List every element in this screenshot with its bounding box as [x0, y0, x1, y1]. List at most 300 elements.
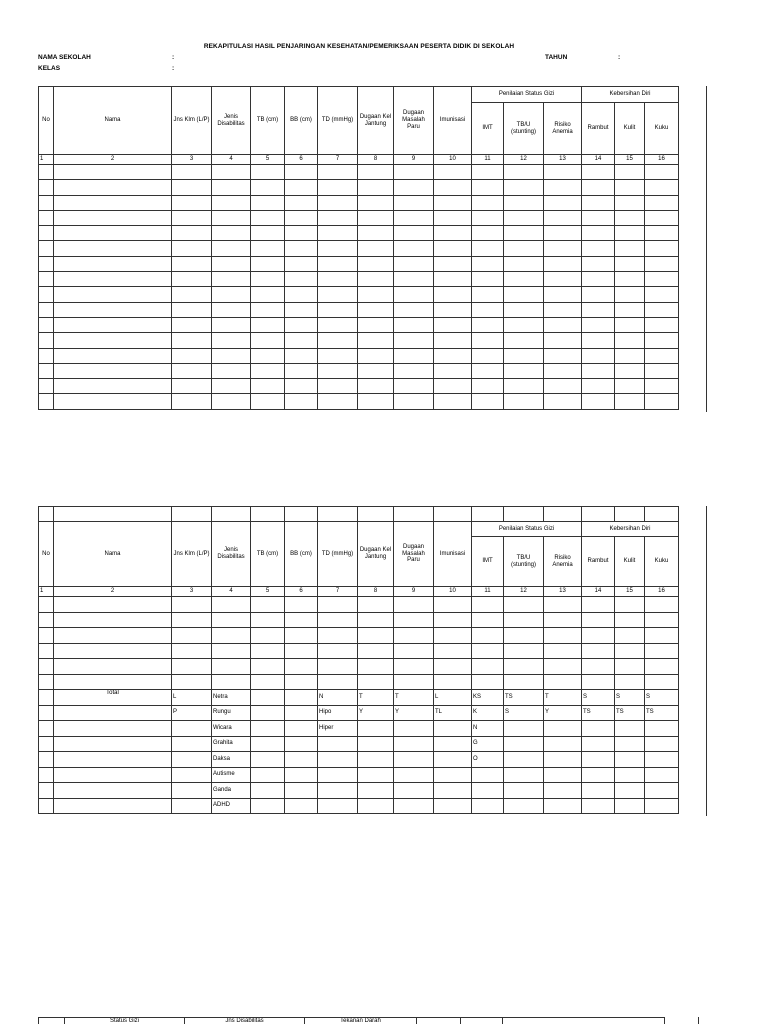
summary-cell: N	[318, 690, 358, 706]
summary-cell	[172, 736, 212, 752]
summary-cell: TL	[434, 705, 472, 721]
empty-cell	[39, 736, 54, 752]
empty-cell	[394, 226, 434, 241]
table-row	[39, 394, 679, 409]
summary-cell: S	[582, 690, 615, 706]
empty-cell	[394, 612, 434, 628]
summary-row	[39, 767, 679, 783]
empty-cell	[39, 767, 54, 783]
empty-cell	[394, 287, 434, 302]
empty-cell	[434, 507, 472, 522]
empty-cell	[582, 659, 615, 675]
empty-cell	[251, 226, 285, 241]
empty-cell	[39, 690, 54, 706]
summary-cell: Y	[394, 705, 434, 721]
empty-cell	[394, 379, 434, 394]
empty-cell	[172, 507, 212, 522]
empty-cell	[645, 628, 679, 644]
empty-cell	[582, 348, 615, 363]
empty-cell	[54, 180, 172, 195]
column-number: 1	[39, 587, 54, 597]
footer-header-row	[39, 1018, 665, 1024]
summary-cell	[645, 721, 679, 737]
school-name-label: NAMA SEKOLAH	[38, 54, 91, 61]
empty-cell	[54, 272, 172, 287]
empty-cell	[39, 256, 54, 271]
empty-cell	[172, 317, 212, 332]
summary-cell	[645, 783, 679, 799]
summary-cell	[434, 783, 472, 799]
empty-cell	[394, 272, 434, 287]
empty-cell	[472, 302, 504, 317]
empty-cell	[615, 241, 645, 256]
summary-cell: T	[544, 690, 582, 706]
footer-jns-disabilitas: Jns Disabilitas	[185, 1018, 305, 1024]
empty-cell	[645, 195, 679, 210]
footer-blank-cell	[417, 1018, 461, 1024]
empty-cell	[544, 317, 582, 332]
empty-cell	[472, 394, 504, 409]
empty-cell	[172, 394, 212, 409]
header-bb: BB (cm)	[285, 522, 318, 587]
empty-cell	[544, 507, 582, 522]
empty-cell	[615, 612, 645, 628]
empty-cell	[172, 348, 212, 363]
empty-cell	[285, 317, 318, 332]
empty-cell	[434, 165, 472, 180]
empty-cell	[544, 659, 582, 675]
empty-cell	[472, 612, 504, 628]
column-number: 16	[645, 155, 679, 165]
summary-cell: T	[394, 690, 434, 706]
empty-cell	[285, 348, 318, 363]
empty-cell	[54, 612, 172, 628]
empty-cell	[472, 256, 504, 271]
column-number: 11	[472, 155, 504, 165]
empty-cell	[504, 394, 544, 409]
empty-cell	[544, 195, 582, 210]
summary-row	[39, 736, 679, 752]
empty-cell	[285, 783, 318, 799]
table-row	[39, 195, 679, 210]
empty-cell	[39, 659, 54, 675]
empty-cell	[212, 180, 251, 195]
empty-cell	[645, 612, 679, 628]
summary-cell: TS	[582, 705, 615, 721]
empty-cell	[285, 659, 318, 675]
empty-cell	[39, 180, 54, 195]
header-td: TD (mmHg)	[318, 522, 358, 587]
empty-cell	[172, 226, 212, 241]
empty-cell	[212, 165, 251, 180]
column-number: 6	[285, 587, 318, 597]
empty-cell	[212, 507, 251, 522]
summary-cell	[544, 736, 582, 752]
empty-cell	[544, 272, 582, 287]
empty-cell	[615, 507, 645, 522]
empty-cell	[544, 241, 582, 256]
summary-cell	[645, 752, 679, 768]
class-colon: :	[172, 65, 175, 72]
summary-cell	[615, 752, 645, 768]
empty-cell	[172, 659, 212, 675]
empty-cell	[39, 165, 54, 180]
year-colon: :	[618, 54, 621, 61]
empty-cell	[285, 507, 318, 522]
column-number: 1	[39, 155, 54, 165]
column-number: 10	[434, 155, 472, 165]
empty-cell	[251, 317, 285, 332]
empty-cell	[285, 612, 318, 628]
empty-cell	[212, 643, 251, 659]
empty-cell	[318, 272, 358, 287]
summary-cell: ADHD	[212, 798, 251, 814]
empty-cell	[358, 394, 394, 409]
empty-cell	[582, 180, 615, 195]
column-number: 7	[318, 155, 358, 165]
column-number: 11	[472, 587, 504, 597]
empty-cell	[544, 674, 582, 690]
empty-cell	[285, 643, 318, 659]
header-kebersihan-diri: Kebersihan Diri	[582, 522, 679, 537]
empty-cell	[318, 333, 358, 348]
empty-cell	[285, 690, 318, 706]
empty-cell	[54, 721, 172, 737]
summary-cell	[582, 721, 615, 737]
empty-cell	[472, 659, 504, 675]
empty-cell	[544, 287, 582, 302]
empty-cell	[318, 287, 358, 302]
table-row	[39, 287, 679, 302]
empty-cell	[212, 674, 251, 690]
empty-cell	[172, 674, 212, 690]
empty-cell	[54, 210, 172, 225]
empty-cell	[645, 287, 679, 302]
empty-cell	[39, 721, 54, 737]
empty-cell	[544, 256, 582, 271]
empty-cell	[251, 180, 285, 195]
empty-cell	[251, 643, 285, 659]
empty-cell	[285, 736, 318, 752]
table-row	[39, 165, 679, 180]
empty-cell	[172, 180, 212, 195]
column-number: 9	[394, 587, 434, 597]
empty-cell	[39, 674, 54, 690]
empty-cell	[212, 226, 251, 241]
empty-cell	[285, 210, 318, 225]
summary-cell	[172, 752, 212, 768]
summary-cell	[504, 798, 544, 814]
empty-cell	[504, 363, 544, 378]
summary-row	[39, 705, 679, 721]
empty-cell	[472, 363, 504, 378]
empty-cell	[39, 628, 54, 644]
empty-cell	[285, 394, 318, 409]
empty-cell	[54, 302, 172, 317]
empty-cell	[285, 195, 318, 210]
table-row	[39, 363, 679, 378]
header-jns-klm: Jns Klm (L/P)	[172, 522, 212, 587]
empty-cell	[318, 659, 358, 675]
empty-cell	[39, 379, 54, 394]
header-nama: Nama	[54, 87, 172, 155]
empty-cell	[615, 256, 645, 271]
empty-cell	[472, 507, 504, 522]
empty-cell	[251, 241, 285, 256]
empty-cell	[434, 256, 472, 271]
empty-cell	[285, 272, 318, 287]
empty-cell	[394, 363, 434, 378]
column-number: 12	[504, 155, 544, 165]
header-imt: IMT	[472, 537, 504, 587]
empty-cell	[172, 302, 212, 317]
screening-table-2	[38, 506, 679, 814]
empty-cell	[172, 363, 212, 378]
column-number: 13	[544, 155, 582, 165]
empty-cell	[394, 348, 434, 363]
empty-cell	[434, 363, 472, 378]
empty-cell	[251, 612, 285, 628]
table-row	[39, 272, 679, 287]
summary-cell: L	[434, 690, 472, 706]
table-row	[39, 180, 679, 195]
empty-cell	[39, 333, 54, 348]
footer-blank-cell	[39, 1018, 65, 1024]
empty-cell	[358, 507, 394, 522]
empty-cell	[582, 195, 615, 210]
empty-cell	[54, 317, 172, 332]
empty-cell	[645, 302, 679, 317]
empty-cell	[318, 348, 358, 363]
summary-row	[39, 783, 679, 799]
summary-cell: Y	[358, 705, 394, 721]
empty-cell	[358, 226, 394, 241]
empty-cell	[172, 643, 212, 659]
empty-cell	[54, 674, 172, 690]
empty-cell	[582, 628, 615, 644]
empty-cell	[285, 256, 318, 271]
empty-cell	[645, 241, 679, 256]
empty-cell	[645, 348, 679, 363]
empty-cell	[285, 287, 318, 302]
empty-cell	[394, 659, 434, 675]
empty-cell	[582, 597, 615, 613]
empty-cell	[472, 597, 504, 613]
summary-cell	[504, 721, 544, 737]
empty-cell	[251, 333, 285, 348]
empty-cell	[212, 317, 251, 332]
empty-cell	[358, 256, 394, 271]
empty-cell	[434, 612, 472, 628]
empty-cell	[358, 333, 394, 348]
year-label: TAHUN	[545, 54, 568, 61]
summary-cell: Daksa	[212, 752, 251, 768]
empty-cell	[582, 643, 615, 659]
header-td: TD (mmHg)	[318, 87, 358, 155]
summary-cell: TS	[645, 705, 679, 721]
empty-cell	[285, 597, 318, 613]
empty-cell	[645, 165, 679, 180]
empty-cell	[251, 272, 285, 287]
column-number: 14	[582, 155, 615, 165]
empty-cell	[544, 210, 582, 225]
empty-cell	[394, 333, 434, 348]
empty-cell	[504, 379, 544, 394]
empty-cell	[358, 674, 394, 690]
empty-cell	[504, 195, 544, 210]
empty-cell	[54, 628, 172, 644]
table-row	[39, 643, 679, 659]
empty-cell	[54, 256, 172, 271]
column-number: 4	[212, 155, 251, 165]
column-number: 5	[251, 155, 285, 165]
empty-cell	[582, 333, 615, 348]
column-number: 8	[358, 587, 394, 597]
empty-cell	[318, 165, 358, 180]
footer-blank-cell	[503, 1018, 665, 1024]
summary-cell	[434, 767, 472, 783]
header-kebersihan-diri: Kebersihan Diri	[582, 87, 679, 103]
empty-cell	[394, 507, 434, 522]
summary-cell	[434, 798, 472, 814]
footer-table	[38, 1017, 665, 1024]
summary-cell: O	[472, 752, 504, 768]
table-row	[39, 379, 679, 394]
summary-cell	[615, 721, 645, 737]
empty-cell	[54, 597, 172, 613]
empty-cell	[472, 210, 504, 225]
empty-cell	[394, 180, 434, 195]
column-number: 8	[358, 155, 394, 165]
empty-cell	[251, 379, 285, 394]
empty-cell	[615, 302, 645, 317]
summary-cell	[172, 767, 212, 783]
summary-cell	[472, 798, 504, 814]
empty-cell	[472, 195, 504, 210]
column-number-row	[39, 155, 679, 165]
column-number: 2	[54, 155, 172, 165]
empty-cell	[615, 597, 645, 613]
empty-cell	[54, 363, 172, 378]
empty-cell	[358, 317, 394, 332]
summary-cell: Autisme	[212, 767, 251, 783]
empty-cell	[318, 643, 358, 659]
empty-cell	[54, 752, 172, 768]
empty-cell	[645, 379, 679, 394]
summary-cell	[645, 767, 679, 783]
empty-cell	[212, 597, 251, 613]
empty-cell	[318, 363, 358, 378]
empty-cell	[39, 507, 54, 522]
empty-cell	[54, 333, 172, 348]
empty-cell	[54, 643, 172, 659]
empty-cell	[212, 272, 251, 287]
empty-cell	[434, 226, 472, 241]
empty-cell	[434, 317, 472, 332]
empty-cell	[645, 180, 679, 195]
empty-cell	[472, 226, 504, 241]
header-jenis-disabilitas: Jenis Disabilitas	[212, 522, 251, 587]
student-rows	[39, 165, 679, 410]
summary-row	[39, 798, 679, 814]
empty-cell	[615, 180, 645, 195]
header-dugaan-kel-jantung: Dugaan Kel Jantung	[358, 522, 394, 587]
empty-cell	[358, 180, 394, 195]
empty-cell	[544, 597, 582, 613]
column-number: 12	[504, 587, 544, 597]
table-row	[39, 226, 679, 241]
summary-cell	[172, 798, 212, 814]
empty-cell	[615, 674, 645, 690]
empty-cell	[504, 659, 544, 675]
summary-cell: TS	[615, 705, 645, 721]
empty-cell	[615, 226, 645, 241]
empty-cell	[394, 165, 434, 180]
header-dugaan-kel-jantung: Dugaan Kel Jantung	[358, 87, 394, 155]
empty-cell	[504, 333, 544, 348]
summary-cell: Y	[544, 705, 582, 721]
empty-cell	[358, 195, 394, 210]
empty-cell	[318, 226, 358, 241]
empty-cell	[615, 317, 645, 332]
empty-cell	[504, 210, 544, 225]
empty-cell	[434, 272, 472, 287]
summary-cell: N	[472, 721, 504, 737]
empty-cell	[504, 643, 544, 659]
empty-cell	[582, 272, 615, 287]
summary-cell	[394, 736, 434, 752]
summary-cell	[615, 783, 645, 799]
empty-cell	[172, 628, 212, 644]
empty-cell	[251, 721, 285, 737]
column-number: 3	[172, 587, 212, 597]
header-risiko-anemia: Risiko Anemia	[544, 103, 582, 155]
table-row	[39, 628, 679, 644]
empty-cell	[39, 597, 54, 613]
empty-cell	[251, 507, 285, 522]
empty-cell	[285, 767, 318, 783]
empty-cell	[394, 317, 434, 332]
header-imunisasi: Imunisasi	[434, 522, 472, 587]
summary-cell: TS	[504, 690, 544, 706]
school-name-colon: :	[172, 54, 175, 61]
empty-cell	[54, 507, 172, 522]
empty-cell	[582, 226, 615, 241]
empty-cell	[434, 333, 472, 348]
empty-cell	[285, 333, 318, 348]
empty-cell	[645, 659, 679, 675]
summary-cell	[645, 798, 679, 814]
empty-cell	[582, 674, 615, 690]
summary-row	[39, 752, 679, 768]
empty-cell	[472, 241, 504, 256]
empty-cell	[434, 180, 472, 195]
empty-cell	[172, 597, 212, 613]
empty-cell	[472, 165, 504, 180]
empty-cell	[251, 195, 285, 210]
summary-cell: Rungu	[212, 705, 251, 721]
summary-cell	[582, 798, 615, 814]
table-row	[39, 210, 679, 225]
column-number: 15	[615, 587, 645, 597]
empty-cell	[251, 256, 285, 271]
column-number: 15	[615, 155, 645, 165]
summary-row	[39, 690, 679, 706]
empty-cell	[285, 165, 318, 180]
column-number: 2	[54, 587, 172, 597]
empty-cell	[615, 165, 645, 180]
empty-cell	[54, 195, 172, 210]
